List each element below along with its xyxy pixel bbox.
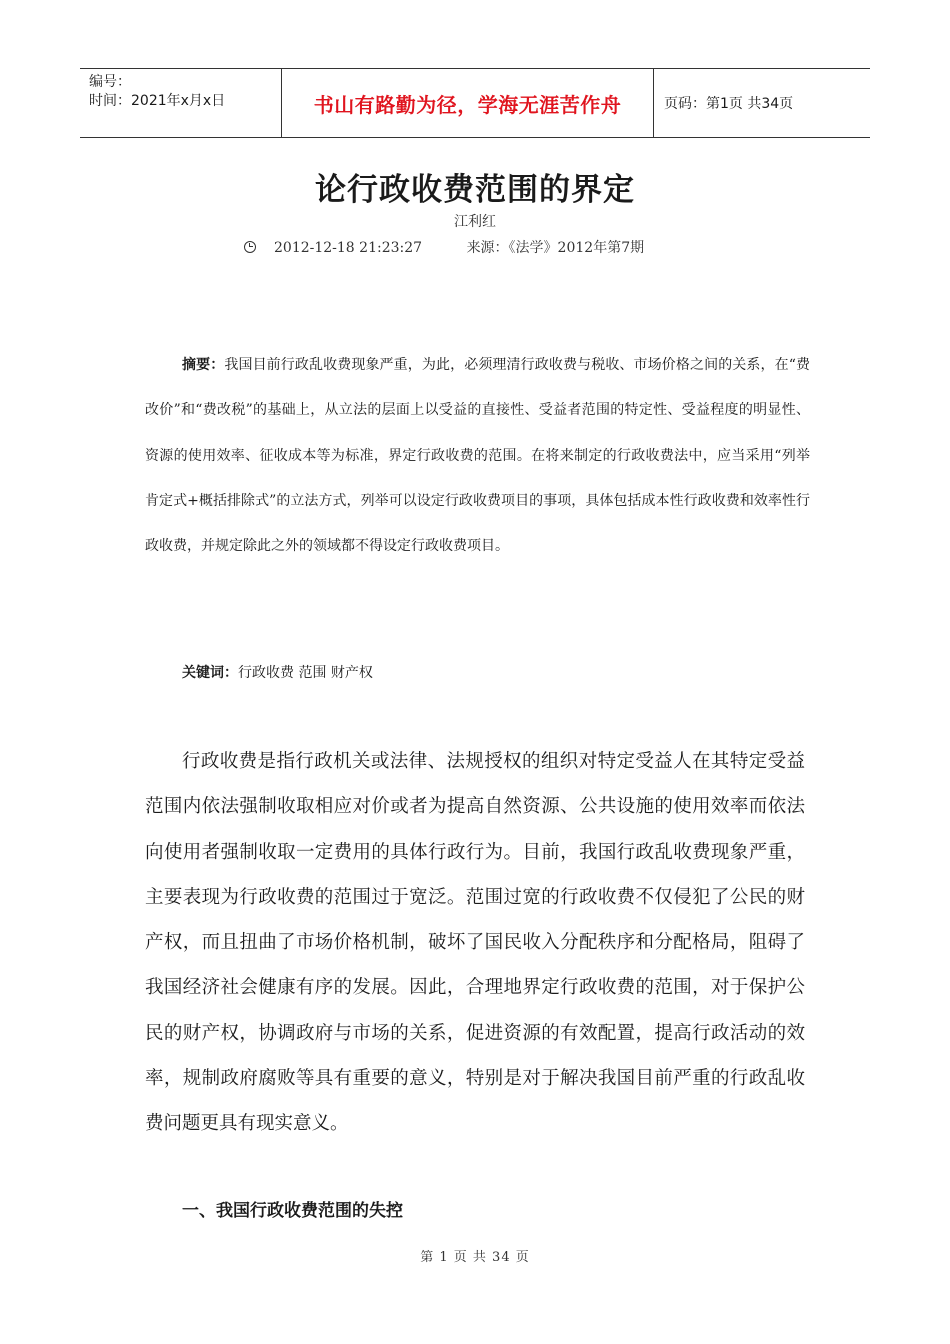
time-label: 时间：2021年x月x日	[89, 93, 226, 109]
article-datetime: 2012-12-18 21:23:27	[274, 240, 423, 256]
number-label: 编号：	[89, 74, 131, 90]
body-paragraph: 行政收费是指行政机关或法律、法规授权的组织对特定受益人在其特定受益范围内依法强制收取相应对价或者为提高自然资源、公共设施的使用效率而依法向使用者强制收取一定费用的具体行政行为。目前，我国行政乱收费现象严重，主要表现为行政收费的范围过于宽泛。范围过宽的行政收费不仅侵犯了公民的财产权，而且扭曲了市场价格机制，破坏了国民收入分配秩序和分配格局，阻碍了我国经济社会健康有序的发展。因此，合理地界定行政收费的范围，对于保护公民的财产权，协调政府与市场的关系，促进资源的有效配置，提高行政活动的效率，规制政府腐败等具有重要的意义，特别是对于解决我国目前严重的行政乱收费问题更具有现实意义。	[145, 751, 805, 1135]
keywords-text: 行政收费 范围 财产权	[238, 665, 373, 681]
keywords	[182, 662, 373, 682]
section-heading: 一、我国行政收费范围的失控	[182, 1201, 403, 1221]
page-label: 页码：第1页 共34页	[664, 96, 794, 112]
motto-text: 书山有路勤为径，学海无涯苦作舟	[313, 92, 622, 117]
article-source: 来源：《法学》2012年第7期	[466, 240, 645, 256]
header-page-cell	[654, 69, 870, 137]
article-author: 江利红	[454, 214, 496, 230]
article-title: 论行政收费范围的界定	[315, 172, 635, 208]
abstract-text: 我国目前行政乱收费现象严重，为此，必须理清行政收费与税收、市场价格之间的关系，在“费改价”和“费改税”的基础上，从立法的层面上以受益的直接性、受益者范围的特定性、受益程度的明显性、资源的使用效率、征收成本等为标准，界定行政收费的范围。在将来制定的行政收费法中，应当采用“列举肯定式+概括排除式”的立法方式，列举可以设定行政收费项目的事项，具体包括成本性行政收费和效率性行政收费，并规定除此之外的领域都不得设定行政收费项目。	[145, 357, 811, 555]
page-footer: 第 1 页 共 34 页	[420, 1250, 530, 1265]
abstract-label: 摘要：	[182, 357, 225, 373]
clock-icon	[244, 241, 256, 253]
header-info-cell	[80, 69, 281, 137]
article-meta	[244, 237, 644, 257]
header-table	[80, 68, 870, 138]
abstract	[145, 343, 810, 569]
keywords-label: 关键词：	[182, 665, 238, 681]
header-motto-cell	[281, 69, 654, 137]
